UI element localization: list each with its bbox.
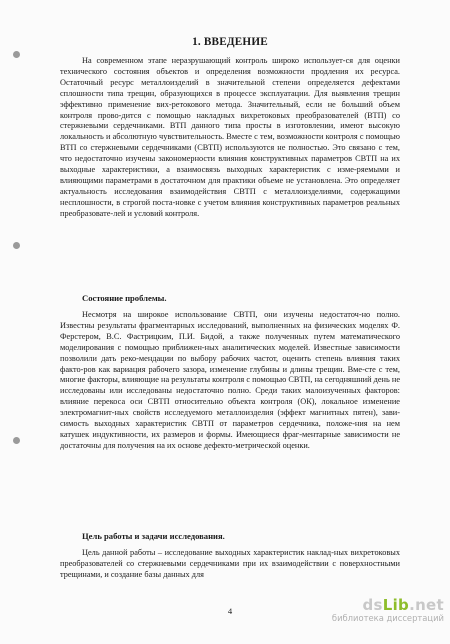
watermark-logo (332, 596, 444, 614)
binder-hole (13, 437, 20, 444)
goal-paragraph: Цель данной работы – исследование выходных характеристик наклад-ных вихретоковых преобразователей со стержневыми сердечниками при их взаимодействии с поверхностными трещинами, и создание базы данных для (60, 548, 400, 579)
goal-section (60, 548, 400, 581)
watermark-logo-lib: Lib (382, 596, 410, 614)
watermark (332, 596, 444, 623)
page-number: 4 (227, 606, 233, 616)
page-title: 1. ВВЕДЕНИЕ (192, 36, 268, 48)
section-heading-goal: Цель работы и задачи исследования. (82, 531, 225, 541)
watermark-logo-ds: ds (362, 596, 383, 614)
binder-hole (13, 51, 20, 58)
watermark-logo-net: .net (409, 596, 444, 614)
intro-paragraph: На современном этапе неразрушающий контроль широко использует-ся для оценки технического состояния объектов и определения возможности продления их ресурса. Остаточный ресурс металлоизделий в значительной степени определяется дефектами сплошности типа трещин, образующихся в процессе эксплуатации. Для выявления трещин эффективно применение вих-ретокового метода. Значительный, если не больший объем контроля прово-дится с помощью накладных вихретоковых преобразователей (ВТП) со стержневыми сердечниками. ВТП данного типа просты в изготовлении, имеют высокую локальность и абсолютную чувствительность. Вместе с тем, возможности контроля с помощью ВТП со стержневыми сердечниками (СВТП) используются не полностью. Это связано с тем, что недостаточно изучены закономерности влияния конструктивных параметров СВТП на их выходные характеристики, а взаимосвязь выходных характеристик с изме-ряемыми и влияющими параметрами в достаточном для практики объеме не установлена. Это определяет актуальность исследования взаимодействия СВТП с металлоизделиями, содержащими несплошности, в строгой поста-новке с учетом влияния конструктивных параметров реальных преобразовате-лей и условий контроля. (60, 56, 400, 218)
watermark-tagline: библиотека диссертаций (331, 613, 444, 623)
intro-section (60, 56, 400, 220)
problem-paragraph: Несмотря на широкое использование СВТП, они изучены недостаточ-но полно. Известны результаты фрагментарных исследований, выполненных на физических моделях Ф. Ферстером, В.С. Фастрицким, П.И. Бидой, а также полученных путем математического моделирования с помощью приближен-ных аналитических моделей. Известные зависимости позволили дать реко-мендации по выбору рабочих частот, оценить степень влияния таких факто-ров как вариация рабочего зазора, изменение глубины и длины трещин. Вме-сте с тем, многие факторы, влияющие на результаты контроля с помощью СВТП, на сегодняшний день не исследованы или исследованы недостаточно полно. Среди таких малоизученных факторов: влияние перекоса оси СВТП относительно объекта контроля (ОК), локальное изменение электромагнит-ных свойств исследуемого металлоизделия (эффект магнитных пятен), зави-симость выходных характеристик СВТП от параметров сердечника, положе-ния на нем катушек индуктивности, их размеров и формы. Имеющиеся фраг-ментарные зависимости не достаточны для получения на их основе дефекто-метрической оценки. (60, 310, 400, 450)
binder-hole (13, 242, 20, 249)
section-heading-problem: Состояние проблемы. (82, 293, 167, 303)
problem-section (60, 310, 400, 452)
